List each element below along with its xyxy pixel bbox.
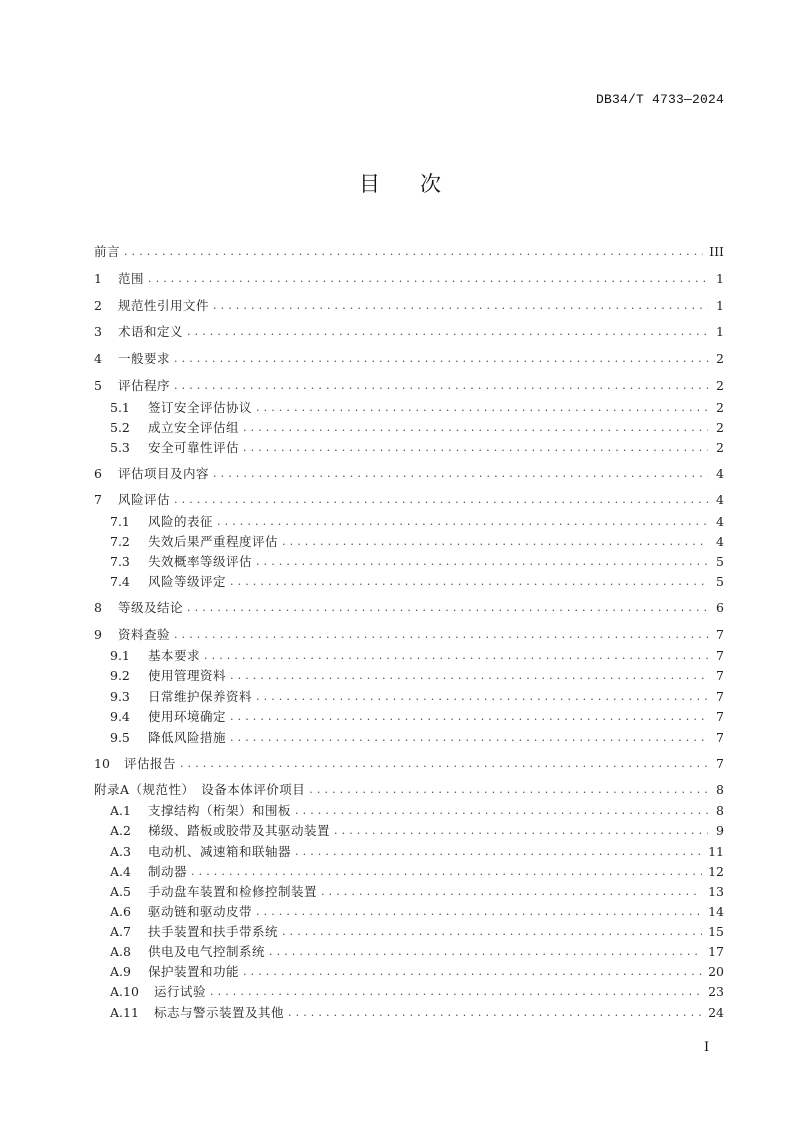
- toc-entry-number: A.5: [110, 884, 131, 899]
- toc-entry-label: 驱动链和驱动皮带: [148, 904, 253, 919]
- toc-entry-number: A.7: [110, 924, 131, 939]
- toc-entry[interactable]: [110, 963, 724, 981]
- toc-entry-label: 手动盘车装置和检修控制装置: [148, 884, 318, 899]
- toc-entry-page: 20: [708, 964, 724, 979]
- toc-entry-number: 7.2: [110, 534, 130, 549]
- toc-entry-number: A.4: [110, 864, 131, 879]
- toc-entry[interactable]: [110, 1004, 724, 1022]
- toc-entry-label: 前言: [94, 244, 121, 259]
- toc-entry-page: 7: [716, 627, 724, 642]
- toc-entry[interactable]: [110, 439, 724, 457]
- toc-entry-number: 5.1: [110, 400, 130, 415]
- toc-entry[interactable]: [94, 323, 724, 341]
- dot-leader: [217, 513, 708, 531]
- toc-entry-page: 5: [716, 554, 724, 569]
- toc-entry-page: 4: [716, 534, 724, 549]
- dot-leader: [213, 465, 708, 483]
- document-code: DB34/T 4733—2024: [595, 92, 724, 107]
- dot-leader: [230, 708, 708, 726]
- toc-entry-label: 评估程序: [118, 378, 171, 393]
- toc-entry-label: 风险的表征: [148, 514, 214, 529]
- toc-entry-label: 使用环境确定: [148, 709, 227, 724]
- toc-entry[interactable]: [110, 688, 724, 706]
- dot-leader: [230, 729, 708, 747]
- toc-entry-number: 3: [94, 324, 102, 339]
- toc-entry[interactable]: [110, 667, 724, 685]
- toc-entry-number: 2: [94, 298, 102, 313]
- dot-leader: [210, 983, 702, 1001]
- dot-leader: [174, 377, 708, 395]
- toc-entry-label: 风险等级评定: [148, 574, 227, 589]
- toc-entry[interactable]: [110, 729, 724, 747]
- dot-leader: [334, 822, 708, 840]
- dot-leader: [213, 297, 708, 315]
- toc-entry-page: 5: [716, 574, 724, 589]
- toc-entry-number: 7.4: [110, 574, 130, 589]
- toc-entry-label: 术语和定义: [118, 324, 184, 339]
- toc-entry-label: 梯级、踏板或胶带及其驱动装置: [148, 823, 331, 838]
- title-char-1: 目: [359, 172, 380, 196]
- dot-leader: [187, 599, 708, 617]
- toc-entry-page: 7: [716, 668, 724, 683]
- toc-entry-number: 5.3: [110, 440, 130, 455]
- dot-leader: [309, 781, 708, 799]
- toc-entry-page: 1: [716, 324, 724, 339]
- toc-entry-label: 评估项目及内容: [118, 466, 210, 481]
- dot-leader: [256, 399, 708, 417]
- toc-entry-page: 4: [716, 492, 724, 507]
- toc-entry-label: 供电及电气控制系统: [148, 944, 266, 959]
- toc-entry-label: 评估报告: [124, 756, 177, 771]
- toc-entry-label: 制动器: [148, 864, 188, 879]
- toc-entry-page: 2: [716, 351, 724, 366]
- toc-entry[interactable]: [110, 883, 724, 901]
- toc-entry-page: 7: [716, 756, 724, 771]
- toc-entry[interactable]: [110, 943, 724, 961]
- toc-entry-label: 范围: [118, 271, 145, 286]
- toc-entry[interactable]: [94, 626, 724, 644]
- toc-entry-number: 9: [94, 627, 102, 642]
- toc-entry-page: 13: [708, 884, 724, 899]
- toc-entry[interactable]: [110, 863, 724, 881]
- toc-entry-label: 资料查验: [118, 627, 171, 642]
- toc-entry-page: 17: [708, 944, 724, 959]
- toc-entry-label: 使用管理资料: [148, 668, 227, 683]
- toc-entry[interactable]: [110, 802, 724, 820]
- toc-entry-label: 成立安全评估组: [148, 420, 240, 435]
- toc-entry-number: A.3: [110, 844, 131, 859]
- toc-entry-page: 24: [708, 1005, 724, 1020]
- toc-entry-page: 23: [708, 984, 724, 999]
- dot-leader: [174, 491, 708, 509]
- toc-entry[interactable]: [94, 377, 724, 395]
- toc-entry-page: 2: [716, 378, 724, 393]
- toc-entry-page: 14: [708, 904, 724, 919]
- toc-entry-label: 降低风险措施: [148, 730, 227, 745]
- toc-entry[interactable]: [110, 533, 724, 551]
- toc-entry[interactable]: [94, 270, 724, 288]
- dot-leader: [191, 863, 702, 881]
- toc-entry-page: 4: [716, 466, 724, 481]
- toc-entry-number: 9.2: [110, 668, 130, 683]
- toc-entry-number: 7.1: [110, 514, 130, 529]
- toc-entry-number: 6: [94, 466, 102, 481]
- toc-entry[interactable]: [94, 599, 724, 617]
- dot-leader: [321, 883, 702, 901]
- dot-leader: [256, 903, 702, 921]
- dot-leader: [269, 943, 702, 961]
- toc-entry-label: 一般要求: [118, 351, 171, 366]
- toc-entry[interactable]: [110, 983, 724, 1001]
- toc-entry-number: 1: [94, 271, 102, 286]
- toc-entry-label: 签订安全评估协议: [148, 400, 253, 415]
- toc-entry-page: 1: [716, 298, 724, 313]
- toc-entry-label: 扶手装置和扶手带系统: [148, 924, 279, 939]
- dot-leader: [174, 350, 708, 368]
- toc-entry-number: 9.5: [110, 730, 130, 745]
- dot-leader: [282, 923, 702, 941]
- footer-page-number: I: [704, 1040, 710, 1055]
- dot-leader: [243, 963, 702, 981]
- toc-entry[interactable]: [94, 297, 724, 315]
- toc-entry-page: 15: [708, 924, 724, 939]
- dot-leader: [282, 533, 708, 551]
- dot-leader: [204, 647, 708, 665]
- toc-entry-label: 规范性引用文件: [118, 298, 210, 313]
- toc-entry-number: A.1: [110, 803, 131, 818]
- toc-entry-label: 支撑结构（桁架）和围板: [148, 803, 292, 818]
- toc-entry-label: 保护装置和功能: [148, 964, 240, 979]
- dot-leader: [243, 419, 708, 437]
- toc-entry[interactable]: [110, 923, 724, 941]
- toc-entry-number: A.10: [110, 984, 139, 999]
- dot-leader: [230, 573, 708, 591]
- toc-entry-label: 失效后果严重程度评估: [148, 534, 279, 549]
- toc-entry-number: 5.2: [110, 420, 130, 435]
- toc-entry-number: 8: [94, 600, 102, 615]
- toc-entry-page: 1: [716, 271, 724, 286]
- toc-entry-number: A.2: [110, 823, 131, 838]
- toc-entry-page: 7: [716, 689, 724, 704]
- toc-entry-label: 失效概率等级评估: [148, 554, 253, 569]
- page-title: [0, 168, 800, 198]
- dot-leader: [148, 270, 708, 288]
- toc-entry-number: A.6: [110, 904, 131, 919]
- dot-leader: [295, 843, 702, 861]
- toc-entry-number: 7.3: [110, 554, 130, 569]
- dot-leader: [187, 323, 708, 341]
- toc-entry-number: 5: [94, 378, 102, 393]
- dot-leader: [180, 755, 708, 773]
- toc-entry[interactable]: [110, 399, 724, 417]
- dot-leader: [288, 1004, 702, 1022]
- toc-entry-number: 9.3: [110, 689, 130, 704]
- toc-entry-page: 6: [716, 600, 724, 615]
- toc-entry[interactable]: [94, 465, 724, 483]
- toc-entry-page: 8: [716, 782, 724, 797]
- toc-entry[interactable]: [110, 843, 724, 861]
- dot-leader: [256, 553, 708, 571]
- toc-entry-number: 4: [94, 351, 102, 366]
- toc-entry[interactable]: [110, 822, 724, 840]
- title-char-2: 次: [420, 172, 441, 196]
- toc-entry-label: 等级及结论: [118, 600, 184, 615]
- toc-entry-number: 9.4: [110, 709, 130, 724]
- toc-entry-page: 2: [716, 440, 724, 455]
- toc-entry-label: 运行试验: [154, 984, 207, 999]
- toc-entry[interactable]: [110, 553, 724, 571]
- dot-leader: [256, 688, 708, 706]
- toc-entry-page: 8: [716, 803, 724, 818]
- toc-entry[interactable]: [94, 491, 724, 509]
- toc-entry-number: A.11: [110, 1005, 139, 1020]
- toc-entry[interactable]: [110, 419, 724, 437]
- dot-leader: [243, 439, 708, 457]
- dot-leader: [174, 626, 708, 644]
- toc-entry-label: 风险评估: [118, 492, 171, 507]
- toc-entry-label: 日常维护保养资料: [148, 689, 253, 704]
- toc-entry-number: 7: [94, 492, 102, 507]
- dot-leader: [230, 667, 708, 685]
- toc-entry-page: 2: [716, 420, 724, 435]
- toc-entry-label: 附录A（规范性） 设备本体评价项目: [94, 782, 306, 797]
- toc-entry-page: 2: [716, 400, 724, 415]
- toc-entry-label: 安全可靠性评估: [148, 440, 240, 455]
- toc-entry[interactable]: [110, 573, 724, 591]
- toc-entry[interactable]: [110, 513, 724, 531]
- toc-entry-number: 10: [94, 756, 110, 771]
- toc-entry-label: 电动机、减速箱和联轴器: [148, 844, 292, 859]
- toc-entry-page: 9: [716, 823, 724, 838]
- toc-entry-page: 12: [708, 864, 724, 879]
- toc-entry-number: A.9: [110, 964, 131, 979]
- toc-entry[interactable]: [94, 243, 724, 261]
- toc-entry[interactable]: [110, 708, 724, 726]
- toc-entry-number: A.8: [110, 944, 131, 959]
- toc-entry-page: 4: [716, 514, 724, 529]
- toc-entry-page: 7: [716, 730, 724, 745]
- toc-entry-label: 基本要求: [148, 648, 201, 663]
- toc-entry-number: 9.1: [110, 648, 130, 663]
- dot-leader: [295, 802, 708, 820]
- toc-entry-page: 7: [716, 709, 724, 724]
- toc-entry[interactable]: [110, 647, 724, 665]
- toc-entry[interactable]: [94, 781, 724, 799]
- toc-entry[interactable]: [94, 350, 724, 368]
- toc-entry-page: 7: [716, 648, 724, 663]
- toc-entry-page: III: [709, 244, 724, 259]
- toc-entry-label: 标志与警示装置及其他: [154, 1005, 285, 1020]
- toc-entry-page: 11: [708, 844, 724, 859]
- toc-entry[interactable]: [94, 755, 724, 773]
- dot-leader: [124, 243, 703, 261]
- toc-entry[interactable]: [110, 903, 724, 921]
